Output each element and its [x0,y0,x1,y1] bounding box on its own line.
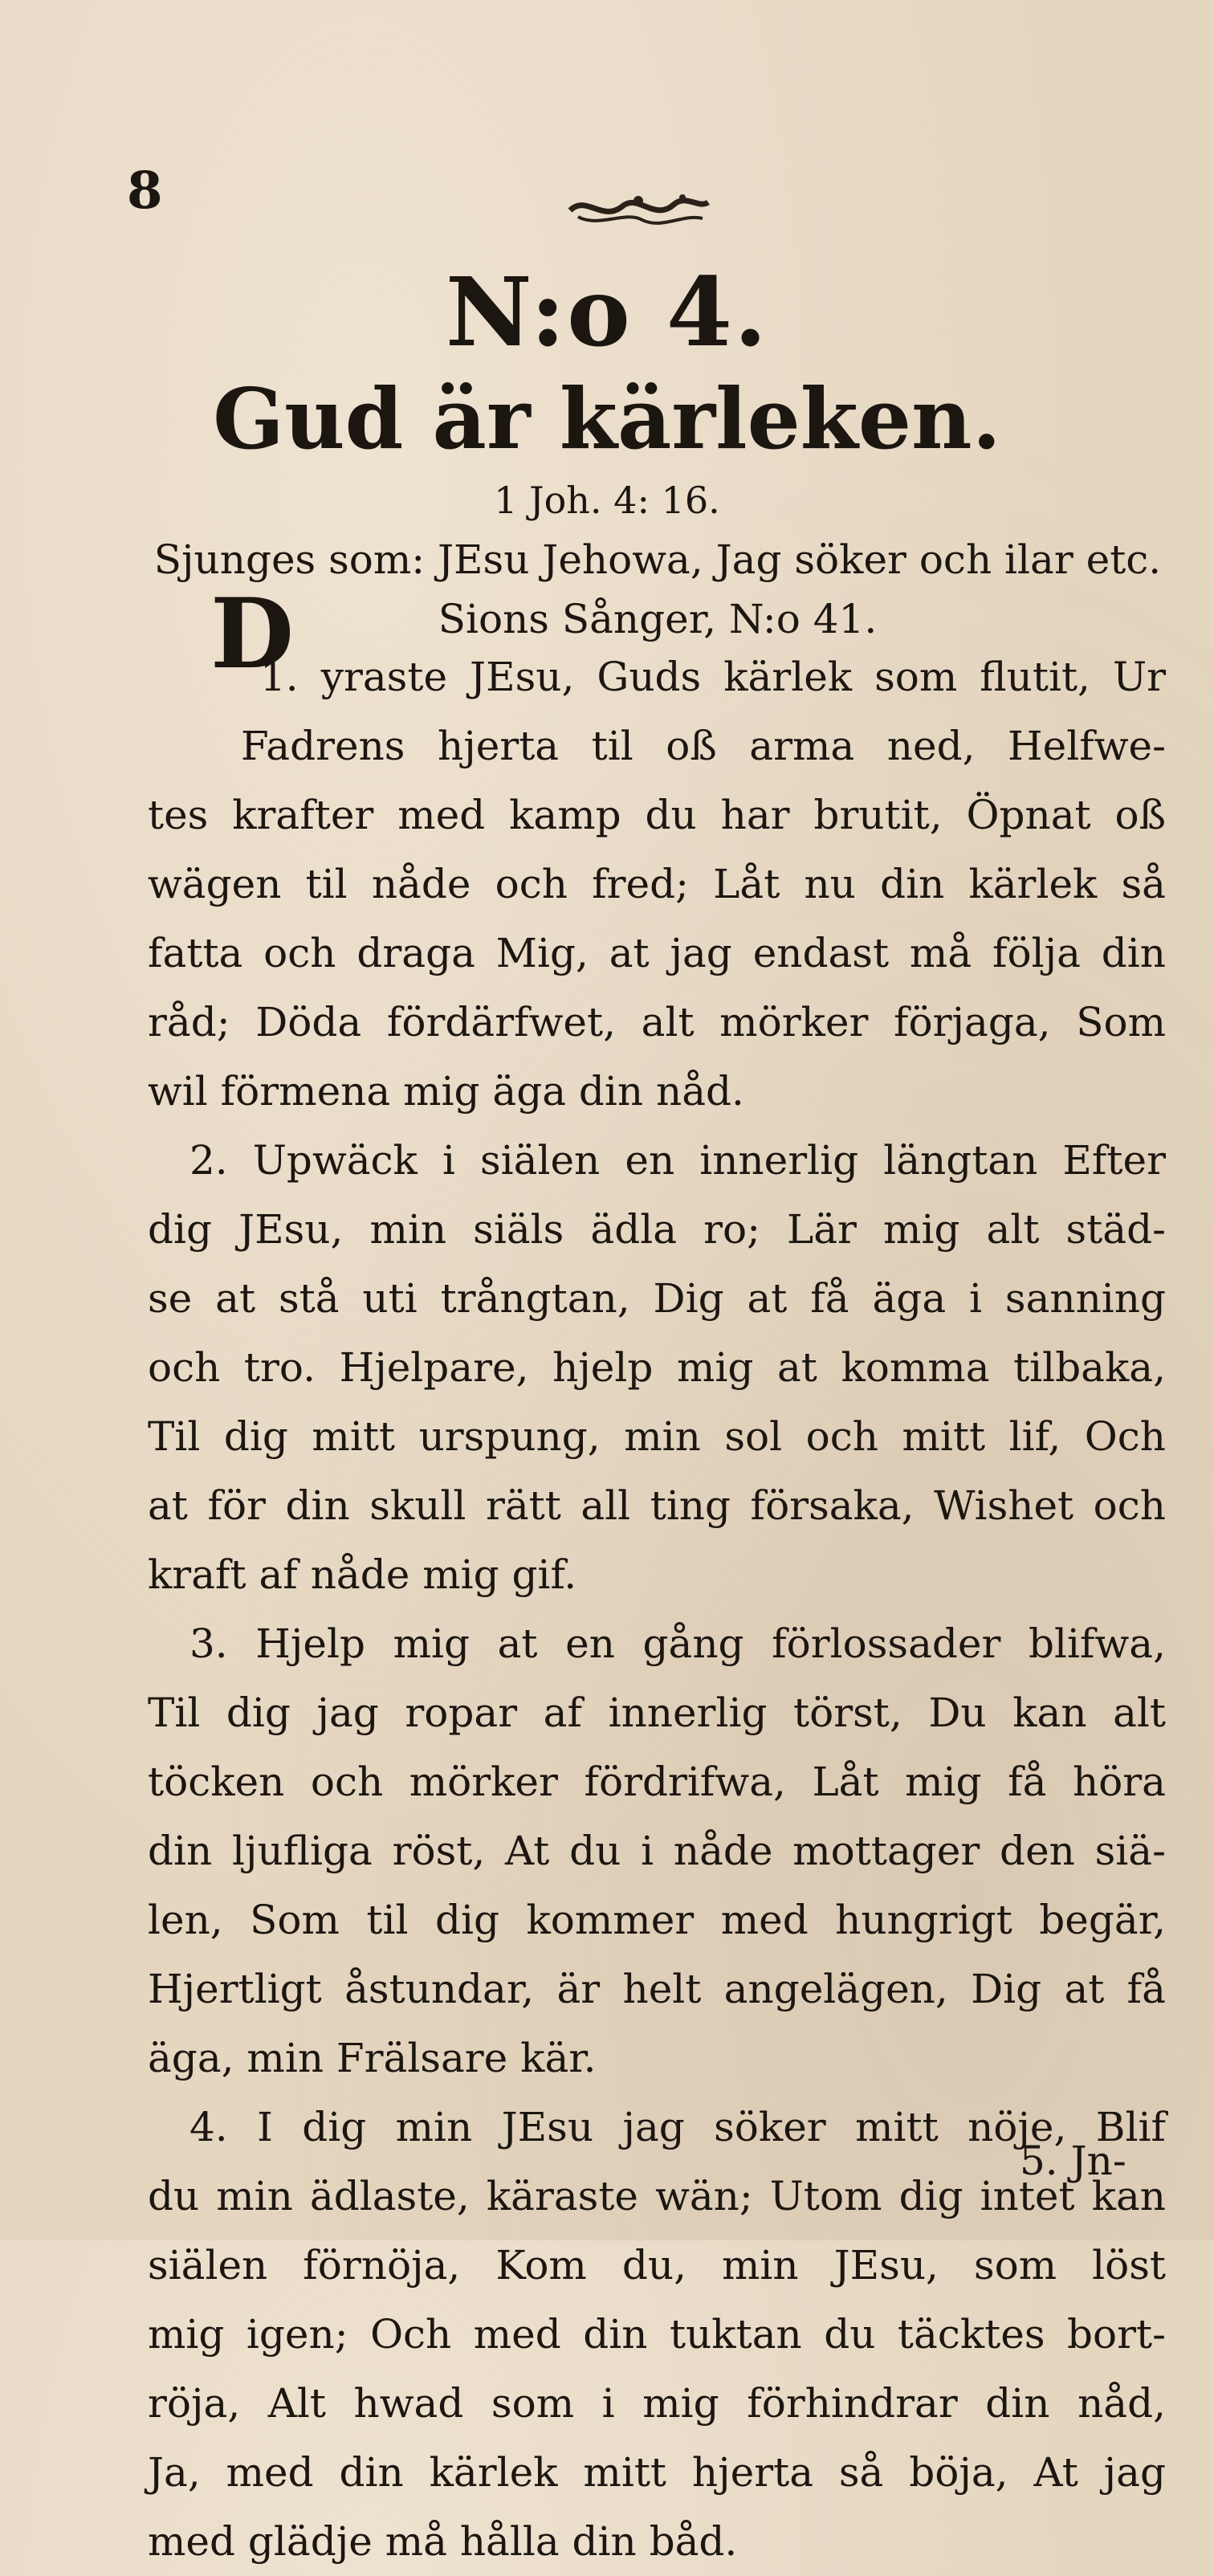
page-number: 8 [127,161,163,221]
hymn-title: Gud är kärleken. [213,369,1001,468]
verse-line: wil förmena mig äga din nåd. [148,1068,744,1115]
verse-line: 4. I dig min JEsu jag söker mitt nöje, Blif [189,2104,1166,2150]
hymn-verses [148,642,1166,2576]
verse-line: Ja, med din kärlek mitt hjerta så böja, At jag [148,2449,1166,2496]
drop-cap: D [210,577,295,691]
verse-line: Til dig mitt urspung, min sol och mitt lif, Och [148,1413,1166,1460]
printer-ornament [562,178,715,234]
verse-4 [148,2093,1166,2576]
verse-line: 2. Upwäck i siälen en innerlig längtan Efter [189,1137,1166,1184]
verse-line: du min ädlaste, käraste wän; Utom dig intet kan [148,2173,1166,2219]
verse-line: Fadrens hjerta til oß arma ned, Helfwe- [241,723,1166,769]
verse-line: wägen til nåde och fred; Låt nu din kärlek så [148,861,1166,907]
verse-line: dig JEsu, min siäls ädla ro; Lär mig alt städ- [148,1206,1166,1253]
melody-line: Sjunges som: JEsu Jehowa, Jag söker och ilar etc. [153,536,1162,583]
verse-line: röja, Alt hwad som i mig förhindrar din nåd, [148,2380,1166,2427]
verse-line: Hjertligt åstundar, är helt angelägen, Dig at få [148,1966,1166,2012]
scripture-reference: 1 Joh. 4: 16. [494,479,720,522]
verse-line: äga, min Frälsare kär. [148,2035,597,2081]
verse-line: Til dig jag ropar af innerlig törst, Du kan alt [148,1689,1166,1736]
verse-line: se at stå uti trångtan, Dig at få äga i sanning [148,1275,1166,1322]
verse-line: len, Som til dig kommer med hungrigt begär, [148,1897,1166,1943]
melody-instruction [140,530,1175,649]
verse-line: töcken och mörker fördrifwa, Låt mig få höra [148,1759,1166,1805]
verse-line: mig igen; Och med din tuktan du täcktes bort- [148,2311,1166,2358]
verse-line: at för din skull rätt all ting försaka, Wishet och [148,1482,1166,1529]
verse-line: 3. Hjelp mig at en gång förlossader blifwa, [189,1620,1166,1667]
verse-3 [148,1609,1166,2093]
verse-line: kraft af nåde mig gif. [148,1551,577,1598]
verse-line: råd; Döda fördärfwet, alt mörker förjaga, Som [148,999,1166,1045]
catchword: 5. Jn- [1020,2138,1126,2184]
hymn-number: N:o 4. [445,256,769,368]
verse-line: din ljufliga röst, At du i nåde mottager den siä- [148,1828,1166,1874]
verse-line: 1. yraste JEsu, Guds kärlek som flutit, Ur [260,654,1166,700]
verse-2 [148,1126,1166,1609]
verse-line: och tro. Hjelpare, hjelp mig at komma tilbaka, [148,1344,1166,1391]
verse-line: tes krafter med kamp du har brutit, Öpnat oß [148,792,1166,838]
verse-1 [148,642,1166,1126]
melody-line: Sions Sånger, N:o 41. [438,596,878,642]
verse-line: fatta och draga Mig, at jag endast må följa din [148,930,1166,976]
verse-line: med glädje må hålla din båd. [148,2518,738,2565]
verse-line: siälen förnöja, Kom du, min JEsu, som löst [148,2242,1166,2289]
